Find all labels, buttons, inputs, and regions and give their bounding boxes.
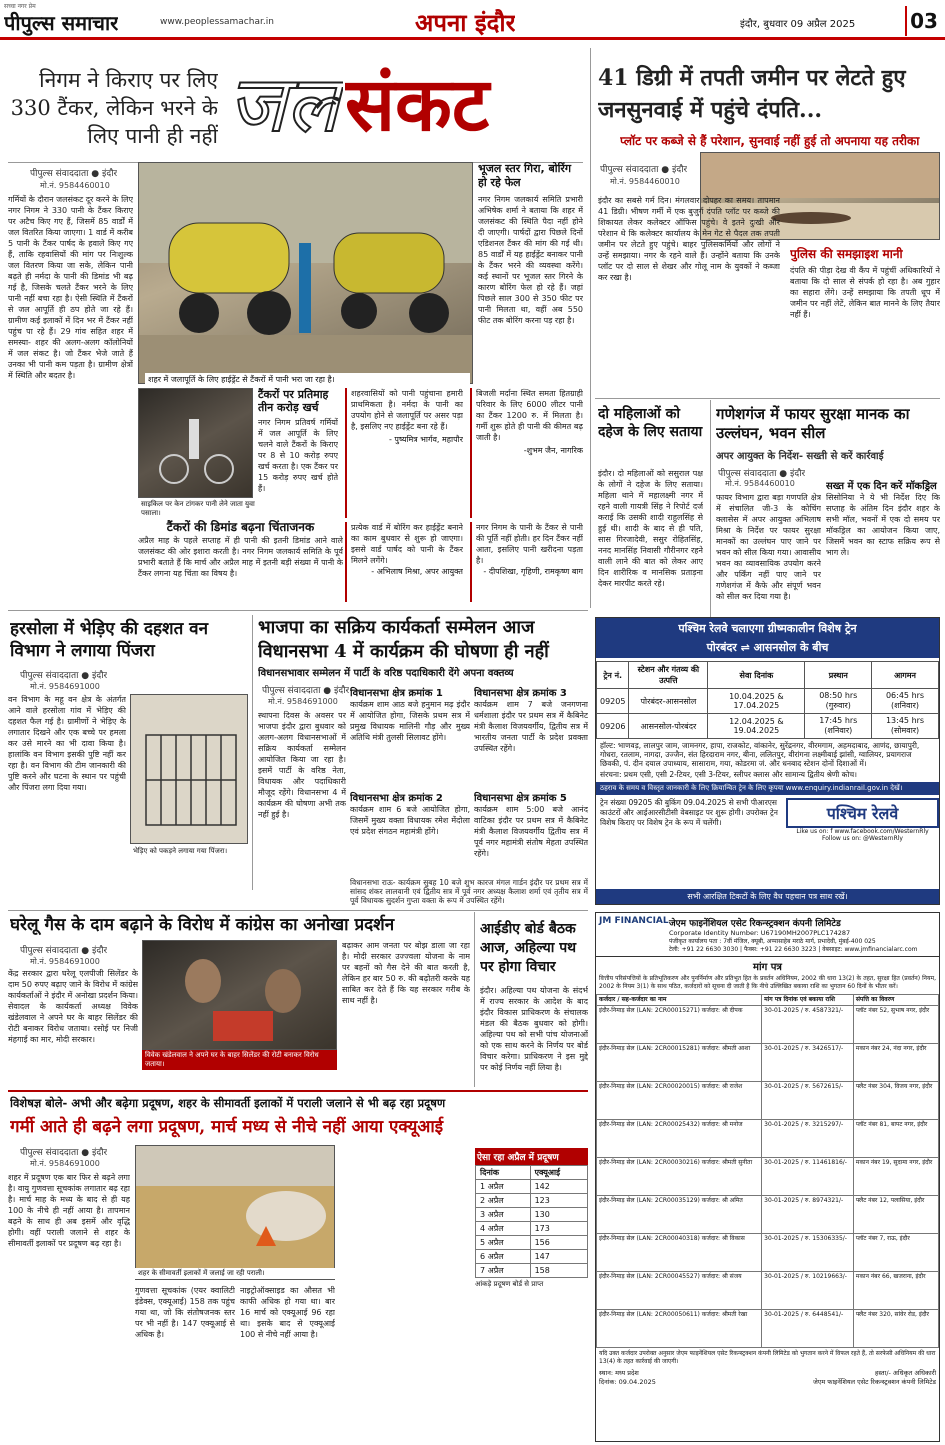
jm-cell: इंदौर-निमाड़ सेल (LAN: 2CR00015281) कर्जदार: श्रीमती आशा — [597, 1044, 762, 1082]
rail-head-1: पश्चिम रेलवे चलाएगा ग्रीष्मकालीन विशेष ट्रेन — [596, 618, 939, 639]
rail-col: स्टेशन और गंतव्य की उत्पत्ति — [629, 662, 708, 689]
rail-brand: पश्चिम रेलवे — [786, 798, 939, 828]
quote-mayor: शहरवासियों को पानी पहुंचाना हमारी प्राथमिकता है। नर्मदा के पानी का उपयोग होने से जलापूर्ति पर असर पड़ा है, इसलिए नए हाईड्रेंट बना रहे हैं। — [351, 389, 463, 431]
quote-mayor-by: - पुष्यमित्र भार्गव, महापौर — [389, 435, 463, 444]
fire-byline: पीपुल्स संवाददाता ● इंदौर — [718, 469, 806, 479]
jm-cell: फ्लैट नंबर 304, विजय नगर, इंदौर — [853, 1082, 938, 1120]
pollution-kicker: विशेषज्ञ बोले- अभी और बढ़ेगा प्रदूषण, शहर के सीमावर्ती इलाकों में पराली जलाने से भी बढ़ रहा प्रदूषण — [10, 1096, 446, 1110]
bjp-sub: विधानसभावार सम्मेलन में पार्टी के वरिष्ठ पदाधिकारी देंगे अपना वक्तव्य — [258, 668, 514, 679]
quote-citizen: बिजली मर्दाना स्थित समता हितग्राही परिवार के लिए 6000 लीटर पानी का टैंकर 1200 रु. में मिलता है। गर्मी शुरू होते ही पानी की कीमत बढ़ जाती है। — [476, 389, 583, 442]
bjp-k2-head: विधानसभा क्षेत्र क्रमांक 2 — [350, 793, 443, 804]
aqi-cell: 173 — [530, 1222, 587, 1236]
jm-cell: प्लॉट नंबर 7, राऊ, इंदौर — [853, 1234, 938, 1272]
quote-citizen-by: -शुभम जैन, नागरिक — [523, 446, 583, 455]
rail-cell: 06:45 hrs (शनिवार) — [872, 689, 939, 714]
aqi-cell: 147 — [530, 1250, 587, 1264]
bjp-k1-head: विधानसभा क्षेत्र क्रमांक 1 — [350, 688, 443, 699]
fire-illustration — [136, 1146, 335, 1280]
pollution-body: शहर में प्रदूषण एक बार फिर से बढ़ने लगा है। वायु गुणवत्ता सूचकांक लगातार बढ़ रहा है। मार्च माह के मध्य के बाद से ही यह 100 के नीचे ही नहीं आया है। तापमान बढ़ने के साथ ही अब इसमें और वृद्धि होगी। वहीं पराली जलाने से शहर के सीमावर्ती इलाकों पर प्रदूषण बढ़ रहा है। — [8, 1173, 130, 1248]
table-row — [476, 1194, 588, 1208]
pollution-body-2: गुणवत्ता सूचकांक (एयर क्वालिटी इंडेक्स, एक्यूआई) 158 तक पहुंच गया था, जो कि संतोषजनक स्तर पर भी नहीं है। 147 एक्यूआई से अधिक है। — [135, 1286, 235, 1339]
bjp-byline: पीपुल्स संवाददाता ● इंदौर — [262, 686, 350, 696]
rail-cell: 17:45 hrs (शनिवार) — [805, 714, 872, 739]
jansunwai-sub: प्लॉट पर कब्जे से हैं परेशान, सुनवाई नहीं हुई तो अपनाया यह तरीका — [620, 134, 920, 148]
bjp-k5-head: विधानसभा क्षेत्र क्रमांक 5 — [474, 793, 567, 804]
jm-logo: JM FINANCIAL — [599, 916, 669, 926]
fire-body: फायर विभाग द्वारा बड़ा गणपति क्षेत्र में संचालित जी-3 के कोचिंग क्लासेस में अपर आयुक्त अभिलाष मिश्रा के निर्देश पर फायर सुरक्षा मानकों का उल्लंघन पाए जाने पर भवन को सील किया गया। आवासीय भवन का व्यावसायिक उपयोग करने और पर्किंग नहीं पाए जाने पर गणेशगंज में कैफे और संपूर्ण भवन को सील कर दिया गया है। — [716, 493, 821, 601]
aqi-cell: 142 — [530, 1180, 587, 1194]
aqi-cell: 1 अप्रैल — [476, 1180, 531, 1194]
jansunwai-mobile: मो.नं. 9584460010 — [610, 177, 680, 186]
aqi-table-head: ऐसा रहा अप्रैल में प्रदूषण — [475, 1148, 588, 1165]
rail-head-2: पोरबंदर ⇌ आसनसोल के बीच — [596, 639, 939, 658]
cage-illustration — [131, 695, 248, 844]
protest-illustration — [143, 941, 337, 1050]
table-row — [597, 1158, 939, 1196]
jansunwai-byline: पीपुल्स संवाददाता ● इंदौर — [600, 165, 688, 175]
jm-address: पंजीकृत कार्यालय पता : 7वीं मंजिल, क्यूबी, अप्पासाहेब मराठे मार्ग, प्रभादेवी, मुंबई-400 025 — [669, 938, 876, 945]
rail-cell: पोरबंदर-आसनसोल — [629, 689, 708, 714]
tanker-illustration — [139, 163, 473, 384]
bjp-k3-body: कार्यक्रम शाम 7 बजे जनगणना धर्मशाला इंदौर पर प्रथम सत्र में कैबिनेट मंत्री कैलाश विजयवर्गीय, द्वितीय सत्र में भारतीय जनता पार्टी के प्रदेश प्रवक्ता उपस्थित रहेंगे। — [474, 700, 588, 753]
rail-halts: हॉल्ट: भाणवड़, लालपुर जाम, जामनगर, हापा, राजकोट, वांकानेर, सुरेंद्रनगर, वीरमगाम, अहमदाबाद, आणंद, छायापुरी, गोधरा, रतलाम, नागदा, उज्जैन, संत हिरदाराम नगर, बीना, ललितपुर, वीरांगना लक्ष्मीबाई झांसी, ग्वालियर, प्रयागराज छिवकी, पं. दीन दयाल उपाध्याय, सासाराम, गया, कोडरमा जं. और धनबाद स्टेशन दोनों दिशाओं में। — [600, 741, 920, 768]
water-tanker-photo — [138, 162, 473, 384]
fire-side-body: सिसोनिया ने ये भी निर्देश दिए कि सप्ताह के अंतिम दिन इंदौर शहर के सभी मॉल, भवनों में एक दो समय पर मॉकड्रिल का आयोजन किया जाए, जिसमें भवन का स्टाफ सक्रिय रूप से भाग ले। — [826, 493, 940, 557]
page-number: 03 — [905, 6, 941, 36]
brand-logo: पीपुल्स समाचार — [4, 11, 119, 35]
jm-cin: Corporate Identity Number: U67190MH2007PLC174287 — [669, 929, 851, 937]
rail-cell: 13:45 hrs (सोमवार) — [872, 714, 939, 739]
jal-byline: पीपुल्स संवाददाता ● इंदौर — [30, 169, 118, 179]
bjp-k3-head: विधानसभा क्षेत्र क्रमांक 3 — [474, 688, 567, 699]
jm-cell: फ्लैट नंबर 320, सांवेर रोड, इंदौर — [853, 1310, 938, 1348]
jm-col: मांग पत्र दिनांक एवं बकाया राशि — [762, 995, 854, 1006]
harsola-byline: पीपुल्स संवाददाता ● इंदौर — [20, 671, 108, 681]
bjp-k1-body: कार्यक्रम शाम आठ बजे हनुमान मढ़ इंदौर में आयोजित होगा, जिसके प्रथम सत्र में प्रमुख विधायक मालिनी गौड़ और मुख्य अतिथि मंत्री तुलसी सिलावट होंगे। — [350, 700, 470, 742]
jm-col: संपत्ति का विवरण — [853, 995, 938, 1006]
jm-cell: 30-01-2025 / रु. 3215297/- — [762, 1120, 854, 1158]
rail-cell: आसनसोल-पोरबंदर — [629, 714, 708, 739]
table-row — [597, 714, 939, 739]
jm-cell: मकान नंबर 19, सुदामा नगर, इंदौर — [853, 1158, 938, 1196]
rail-cell: 09206 — [597, 714, 629, 739]
bjp-foot: विधानसभा राऊ- कार्यक्रम सुबह 10 बजे शुभ कारज मंगल गार्डन इंदौर पर प्रथम सत्र में सांसद शंकर लालवानी एवं द्वितीय सत्र में पूर्व नगर अध्यक्ष कैलाश शर्मा एवं तृतीय सत्र में पूर्व विधायक सुदर्शन गुप्ता वक्ता के रूप में उपस्थित रहेंगे। — [350, 878, 588, 905]
jm-cell: 30-01-2025 / रु. 15306335/- — [762, 1234, 854, 1272]
section-title: अपना इंदौर — [415, 8, 516, 37]
jm-sign-2: जेएम फाइनेंशियल एसेट रिकन्स्ट्रक्शन कंपनी लिमिटेड — [812, 1378, 936, 1386]
aqi-table — [475, 1165, 588, 1278]
jal-big-2: संकट — [345, 62, 490, 148]
table-row — [476, 1222, 588, 1236]
demand-head: टैंकरों की डिमांड बढ़ना चिंताजनक — [166, 520, 315, 534]
fire-sub: अपर आयुक्त के निर्देश- सख्ती से करें कार्रवाई — [716, 451, 884, 462]
jm-table — [596, 994, 939, 1348]
jm-cell: इंदौर-निमाड़ सेल (LAN: 2CR00015271) कर्जदार: श्री दीपक — [597, 1006, 762, 1044]
jm-cell: इंदौर-निमाड़ सेल (LAN: 2CR00040318) कर्जदार: श्री विकास — [597, 1234, 762, 1272]
table-row — [597, 1234, 939, 1272]
table-row — [597, 1006, 939, 1044]
jm-cell: 30-01-2025 / रु. 3426517/- — [762, 1044, 854, 1082]
gas-body: केंद्र सरकार द्वारा घरेलू एलपीजी सिलेंडर के दाम 50 रुपए बढ़ाए जाने के विरोध में कांग्रेस कार्यकर्ताओं ने इंदौर में अनोखा प्रदर्शन किया। सेवादल के कार्यकर्ता अध्यक्ष विवेक खंडेलवाल ने अपने घर के बाहर सिलेंडर की रोटी बनाकर विरोध जताया। रसोई पर निजी मंहगाई का मार, मोदी सरकार। — [8, 969, 138, 1044]
police-body: दंपति की पीड़ा देख वी कैंप में पहुंचीं अधिकारियों ने बताया कि दो साल से संपर्क हो रहा है। अब गुहार का सहारा लेंगे। उन्हें समझाया कि तपती धूप में जमीन पर नहीं लेटें, लेकिन बात मानने के लिए तैयार नहीं हैं। — [790, 266, 940, 319]
jm-cell: 30-01-2025 / रु. 5672615/- — [762, 1082, 854, 1120]
quote-housewife: नगर निगम के पानी के टैंकर से पानी की पूर्ति नहीं होती। हर दिन टैंकर नहीं आता, इसलिए पानी खरीदना पड़ता है। — [476, 523, 583, 565]
aqi-cell: 130 — [530, 1208, 587, 1222]
jal-photo-caption: शहर में जलापूर्ति के लिए हाईड्रेंट से टैंकरों में पानी भरा जा रहा है। — [145, 373, 470, 386]
rail-note: ठहराव के समय व विस्तृत जानकारी के लिए क्रियान्वित ट्रेन के लिए कृपया www.enquiry.indianrail.gov.in देखें। — [596, 782, 939, 795]
rail-table — [596, 661, 939, 739]
crore-body: नगर निगम प्रतिवर्ष गर्मियों में जल आपूर्ति के लिए चलने वाले टैंकरों के किराए पर 8 से 10 करोड़ रुपए खर्च करता है। एक टैंकर पर 15 करोड़ रुपए खर्च होते हैं। — [258, 418, 338, 493]
table-row — [476, 1250, 588, 1264]
jm-intro: वित्तीय परिसंपत्तियों के प्रतिभूतिकरण और पुनर्निर्माण और प्रतिभूत हित के प्रवर्तन अधिनियम, 2002 की धारा 13(2) के तहत, सुरक्षा हित (प्रवर्तन) नियम, 2002 के नियम 3(1) के साथ पठित, कर्जदारों को सूचना दी जाती है कि नीचे उल्लिखित बकाया राशि का भुगतान 60 दिनों के भीतर करें। — [599, 975, 936, 990]
cycle-illustration — [139, 389, 253, 498]
rail-col: आगमन — [872, 662, 939, 689]
jm-footer: यदि उक्त कर्जदार उपरोक्त अनुसार जेएम फाइनेंशियल एसेट रिकन्स्ट्रक्शन कंपनी लिमिटेड को भुगतान करने में विफल रहते हैं, तो सरफेसी अधिनियम की धारा 13(4) के तहत कार्रवाई की जाएगी। — [599, 1350, 936, 1365]
aqi-cell: 156 — [530, 1236, 587, 1250]
harsola-caption: भेड़िए को पकड़ने लगाया गया पिंजरा। — [130, 846, 248, 857]
jm-cell: मकान नंबर 24, नंदा नगर, इंदौर — [853, 1044, 938, 1082]
protest-photo — [142, 940, 337, 1050]
aqi-cell: 3 अप्रैल — [476, 1208, 531, 1222]
aqi-cell: 2 अप्रैल — [476, 1194, 531, 1208]
police-head: पुलिस की समझाइश मानी — [790, 247, 903, 261]
jm-cell: 30-01-2025 / रु. 4587321/- — [762, 1006, 854, 1044]
jal-big-1: जल — [228, 60, 339, 150]
table-row — [476, 1264, 588, 1278]
jm-date: दिनांक: 09.04.2025 — [599, 1378, 656, 1386]
pollution-body-3: नाइट्रोऑक्साइड का औसत भी काफी अधिक हो गया था। बार 16 मार्च को एक्यूआई 96 रहा था। इसके बाद से एक्यूआई 100 से नीचे नहीं आया है। — [240, 1286, 335, 1339]
rail-cell: 08:50 hrs (गुरुवार) — [805, 689, 872, 714]
jm-cell: प्लॉट नंबर 52, सुभाष नगर, इंदौर — [853, 1006, 938, 1044]
jm-title: मांग पत्र — [753, 962, 782, 973]
jm-cell: 30-01-2025 / रु. 8974321/- — [762, 1196, 854, 1234]
bjp-body: स्थापना दिवस के अवसर पर भाजपा इंदौर द्वारा बुधवार को अलग-अलग विधानसभाओं में सक्रिय कार्यकर्ता सम्मेलन आयोजित किया जा रहा है। इसमें पार्टी के वरिष्ठ नेता, विधायक और पदाधिकारी मौजूद रहेंगे। विधानसभा 4 में कार्यक्रम की घोषणा अभी तक नहीं हुई है। — [258, 711, 346, 819]
rail-booking: ट्रेन संख्या 09205 की बुकिंग 09.04.2025 से सभी पीआरएस काउंटरों और आईआरसीटीसी वेबसाइट पर शुरू होगी। उपरोक्त ट्रेन विशेष किराए पर विशेष ट्रेन के रूप में चलेंगी। — [600, 798, 778, 827]
crore-head: टैंकरों पर प्रतिमाह तीन करोड़ खर्च — [258, 388, 329, 414]
table-row — [476, 1236, 588, 1250]
quote-official-by: - अभिलाष मिश्रा, अपर आयुक्त — [371, 567, 463, 576]
table-row — [597, 1082, 939, 1120]
quote-housewife-by: - दीपशिखा, गृहिणी, रामकृष्ण बाग — [483, 567, 583, 576]
gas-caption: विवेक खंडेलवाल ने अपने घर के बाहर सिलेंडर की रोटी बनाकर विरोध जताया। — [142, 1050, 337, 1070]
jal-kicker: निगम ने किराए पर लिए 330 टैंकर, लेकिन भरने के लिए पानी ही नहीं — [10, 68, 218, 148]
gas-byline: पीपुल्स संवाददाता ● इंदौर — [20, 946, 108, 956]
table-row — [597, 1120, 939, 1158]
rail-col: ट्रेन नं. — [597, 662, 629, 689]
ida-body: इंदौर। अहिल्या पथ योजना के संदर्भ में राज्य सरकार के आदेश के बाद इंदौर विकास प्राधिकरण के संचालक मंडल की बैठक बुधवार को होगी। अहिल्या पथ को सभी पांच योजनाओं को एक साथ करने के निर्णय पर बोर्ड विचार करेगा। प्राधिकरण ने इस मुद्दे पर कोई निर्णय नहीं लिया है। — [480, 986, 588, 1072]
jansunwai-body: इंदौर का सबसे गर्म दिन। मंगलवार दोपहर का समय। तापमान 41 डिग्री। भीषण गर्मी में एक बुजुर्ग दंपति प्लॉट पर कब्जे की शिकायत लेकर कलेक्टर ऑफिस पहुंचे। वे इतने दुःखी और परेशान थे कि कलेक्टर कार्यालय के मेन गेट से पैदल तक तपती जमीन पर लेटते हुए पहुंचे। बाहर पुलिसकर्मियों और लोगों ने उन्हें समझाया। नगर के रहने वाले हैं। उन्होंने बताया कि उनके प्लॉट पर दो साल से शेखर और गोलू नाम के युवकों ने कब्जा कर रखा है। — [598, 196, 780, 282]
jal-side-body: नगर निगम जलकार्य समिति प्रभारी अभिषेक शर्मा ने बताया कि शहर में जलसंकट की स्थिति पैदा नहीं होने दी जाएगी। पार्षदों द्वारा पिछले दिनों एडिशनल टैंकर की मांग की गई थी। 85 वार्डों में यह हाईड्रेंट बनाकर पानी के टैंकर भरने की व्यवस्था करेंगे। कई स्थानों पर भूजल स्तर गिरने के कारण बोरिंग फेल हो रहे हैं। जहां पिछले साल 300 से 350 फीट पर पानी मिलता था, वहीं अब 550 फीट तक बोरिंग करना पड़ रहा है। — [478, 195, 583, 325]
aqi-table-note: आंकड़े प्रदूषण बोर्ड से प्राप्त — [475, 1280, 544, 1288]
table-row — [476, 1208, 588, 1222]
jm-cell: इंदौर-निमाड़ सेल (LAN: 2CR00030216) कर्जदार: श्रीमती सुनीता — [597, 1158, 762, 1196]
jm-cell: इंदौर-निमाड़ सेल (LAN: 2CR00035129) कर्जदार: श्री अमित — [597, 1196, 762, 1234]
fire-head: गणेशगंज में फायर सुरक्षा मानक का उल्लंघन, भवन सील — [716, 405, 910, 442]
jm-financial-notice — [595, 912, 940, 1442]
fire-mobile: मो.नं. 9584460010 — [725, 479, 795, 488]
rail-social-1[interactable]: Like us on: f www.facebook.com/WesternRly — [796, 828, 929, 835]
jm-cell: 30-01-2025 / रु. 6448541/- — [762, 1310, 854, 1348]
aqi-cell: 123 — [530, 1194, 587, 1208]
aqi-table-box — [475, 1148, 588, 1368]
jm-phone: टेली: +91 22 6630 3030 | फैक्स: +91 22 6630 3223 | वेबसाइट: www.jmfinancialarc.com — [669, 946, 918, 953]
jm-cell: 30-01-2025 / रु. 10219663/- — [762, 1272, 854, 1310]
aqi-cell: 6 अप्रैल — [476, 1250, 531, 1264]
harsola-head: हरसोला में भेड़िए की दहशत वन विभाग ने लगाया पिंजरा — [10, 619, 209, 661]
rail-cell: 09205 — [597, 689, 629, 714]
rail-col: प्रस्थान — [805, 662, 872, 689]
gas-mobile: मो.नं. 9584691000 — [30, 957, 100, 966]
table-row — [476, 1180, 588, 1194]
bjp-k5-body: कार्यक्रम शाम 5:00 बजे आनंद वाटिका इंदौर पर प्रथम सत्र में कैबिनेट मंत्री कैलाश विजयवर्गीय द्वितीय सत्र में पूर्व नगर महामंत्री संतोष मेहता उपस्थित रहेंगे। — [474, 805, 588, 858]
jal-body: गर्मियों के दौरान जलसंकट दूर करने के लिए नगर निगम ने 330 पानी के टैंकर किराए पर अटैच किए गए हैं, जिसमें 85 वार्डों में जल वितरित किया जाएगा। 1 वार्ड में करीब 5 पानी के टैंकर पार्षद के हवाले किए गए हैं, ताकि रहवासियों की मांग पर निःशुल्क जल वितरण किया जा सके, लेकिन पानी बढ़ते ही नर्मदा के पानी की डिमांड भी बढ़ गई है, जिसके चलते टैंकर भरने के लिए पानी नहीं बचा रहा है। ऐसी स्थिति में टैंकरों से जल आपूर्ति ही ठप होते जा रहे हैं। ग्रामीण कई इलाकों में दिन भर में टैंकर नहीं पहुंच पा रहे हैं। 29 गांव सहित शहर में समस्या- शहर की अलग-अलग कॉलोनियों में जल संकट है। जो टैंकर भेजे जाते हैं उनका भी पानी कम पड़ता है। ग्रामीण क्षेत्रों में स्थिति और बदतर है। — [8, 195, 133, 380]
stubble-burning-photo — [135, 1145, 335, 1280]
pollution-caption: शहर के सीमावर्ती इलाकों में जलाई जा रही पराली। — [135, 1268, 335, 1279]
jm-sign: हस्ता/- अधिकृत अधिकारी — [874, 1369, 936, 1377]
ida-head: आईडीए बोर्ड बैठक आज, अहिल्या पथ पर होगा विचार — [480, 921, 577, 975]
demand-body: अप्रैल माह के पहले सप्ताह में ही पानी की इतनी डिमांड आने वाले जलसंकट की ओर इशारा करती है। नगर निगम जलकार्य समिति के पूर्व प्रभारी बताते हैं कि मार्च और अप्रैल माह में इतनी बड़ी संख्या में पानी के टैंकर लगना यह चिंता का विषय है। — [138, 536, 343, 578]
harsola-mobile: मो.नं. 9584691000 — [30, 682, 100, 691]
jm-cell: मकान नंबर 66, खजराना, इंदौर — [853, 1272, 938, 1310]
inset-caption: साइकिल पर केन टांगकर पानी लेने जाता युवा पसाला। — [138, 499, 266, 519]
jal-side-head: भूजल स्तर गिरा, बोरिंग हो रहे फेल — [478, 162, 572, 189]
cycle-inset-photo — [138, 388, 253, 498]
jm-cell: फ्लैट नंबर 12, पलासिया, इंदौर — [853, 1196, 938, 1234]
jal-mobile: मो.नं. 9584460010 — [40, 181, 110, 190]
table-row — [597, 1044, 939, 1082]
jansunwai-head: 41 डिग्री में तपती जमीन पर लेटते हुए जनसुनवाई में पहुंचे दंपति... — [598, 65, 906, 123]
table-row — [597, 1272, 939, 1310]
quote-official: प्रत्येक वार्ड में बोरिंग कर हाईड्रेंट बनाने का काम बुधवार से शुरू हो जाएगा। इससे वार्ड पार्षद को पानी के टैंकर मिलने लगेंगे। — [351, 523, 463, 565]
masthead-small: सच्चा नगर प्रेम — [4, 3, 36, 10]
aqi-cell: 7 अप्रैल — [476, 1264, 531, 1278]
rail-slogan: सभी आरक्षित टिकटों के लिए वैध पहचान पत्र साथ रखें। — [596, 889, 939, 904]
rail-coach: संरचना: प्रथम एसी, एसी 2-टियर, एसी 3-टियर, स्लीपर क्लास और सामान्य द्वितीय श्रेणी कोच। — [600, 770, 857, 779]
railway-ad — [595, 617, 940, 905]
rail-cell: 10.04.2025 & 17.04.2025 — [708, 689, 805, 714]
dahej-body: इंदौर। दो महिलाओं को ससुराल पक्ष के लोगों ने दहेज के लिए सताया। महिला थाने में महालक्ष्मी नगर में रहने वाली गायत्री सिंह ने रिपोर्ट दर्ज कराई कि उसकी शादी राहुलसिंह से हुई थी। शादी के बाद से ही पति, सास गिरजादेवी, ससुर रोहितसिंह, ननद मानसिंह निवासी गौरीनगर रहने वाली लाने की बात को लेकर आए दिन शारीरिक व मानसिक प्रताड़ना देकर मारपीट करते रहे। — [598, 469, 703, 588]
gas-head: घरेलू गैस के दाम बढ़ाने के विरोध में कांग्रेस का अनोखा प्रदर्शन — [10, 915, 395, 935]
jm-cell: 30-01-2025 / रु. 11461816/- — [762, 1158, 854, 1196]
pollution-head: गर्मी आते ही बढ़ने लगा प्रदूषण, मार्च मध्य से नीचे नहीं आया एक्यूआई — [10, 1117, 444, 1137]
jm-cell: इंदौर-निमाड़ सेल (LAN: 2CR00025432) कर्जदार: श्री मनोज — [597, 1120, 762, 1158]
aqi-col: एक्यूआई — [530, 1166, 587, 1180]
dahej-head: दो महिलाओं को दहेज के लिए सताया — [598, 406, 703, 440]
harsola-body: वन विभाग के महू वन क्षेत्र के अंतर्गत आने वाले हरसोला गांव में भेड़िए की दहशत फैल गई है। ग्रामीणों ने भेड़िए के लगातार दिखने और एक बच्चे पर हमला कर उसे मारने का भी दावा किया है। हालांकि वन विभाग इसकी पुष्टि नहीं कर रहा है। वन विभाग की टीम जानकारी की पुष्टि करने और घटना के स्थान पर पहुंची और पिंजरा लगा दिया गया। — [8, 695, 126, 792]
rail-cell: 12.04.2025 & 19.04.2025 — [708, 714, 805, 739]
table-row — [597, 1310, 939, 1348]
jm-cell: इंदौर-निमाड़ सेल (LAN: 2CR00020015) कर्जदार: श्री राजेश — [597, 1082, 762, 1120]
pollution-mobile: मो.नं. 9584691000 — [30, 1159, 100, 1168]
bjp-k2-body: कार्यक्रम शाम 6 बजे आयोजित होगा, जिसमें मुख्य वक्ता विधायक रमेश मेंदोला एवं प्रदेश संगठन महामंत्री होंगे। — [350, 805, 470, 836]
cage-photo — [130, 694, 248, 844]
rail-col: सेवा दिनांक — [708, 662, 805, 689]
dateline: इंदौर, बुधवार 09 अप्रैल 2025 — [740, 19, 856, 30]
pollution-byline: पीपुल्स संवाददाता ● इंदौर — [20, 1148, 108, 1158]
fire-side-head: सख्त में एक दिन करें मॉकड्रिल — [826, 481, 937, 492]
jm-col: कर्जदार / सह-कर्जदार का नाम — [597, 995, 762, 1006]
jm-place: स्थान: मध्य प्रदेश — [599, 1369, 639, 1377]
jm-name: जेएम फाइनेंशियल एसेट रिकन्स्ट्रक्शन कंपनी लिमिटेड — [669, 919, 841, 929]
aqi-cell: 158 — [530, 1264, 587, 1278]
gas-body-2: बढ़ाकर आम जनता पर बोझ डाला जा रहा है। मोदी सरकार उज्ज्वला योजना के नाम पर बहनों को गैस देने की बात करती है, लेकिन हर बार 50 रु. की बढ़ोतरी करके यह साबित कर देते हैं कि यह सरकार गरीब के साथ नहीं है। — [342, 941, 470, 1005]
masthead-url[interactable]: www.peoplessamachar.in — [160, 17, 274, 27]
table-row — [597, 1196, 939, 1234]
bjp-head: भाजपा का सक्रिय कार्यकर्ता सम्मेलन आज विधानसभा 4 में कार्यक्रम की घोषणा ही नहीं — [258, 617, 549, 662]
rail-social-2[interactable]: Follow us on: @WesternRly — [822, 835, 903, 842]
jm-cell: प्लॉट नंबर 81, बापट नगर, इंदौर — [853, 1120, 938, 1158]
jm-cell: इंदौर-निमाड़ सेल (LAN: 2CR00045527) कर्जदार: श्री संजय — [597, 1272, 762, 1310]
aqi-col: दिनांक — [476, 1166, 531, 1180]
bjp-mobile: मो.नं. 9584691000 — [268, 697, 338, 706]
jm-cell: इंदौर-निमाड़ सेल (LAN: 2CR00050611) कर्जदार: श्रीमती रेखा — [597, 1310, 762, 1348]
masthead — [0, 0, 945, 40]
aqi-cell: 5 अप्रैल — [476, 1236, 531, 1250]
aqi-cell: 4 अप्रैल — [476, 1222, 531, 1236]
table-row — [597, 689, 939, 714]
